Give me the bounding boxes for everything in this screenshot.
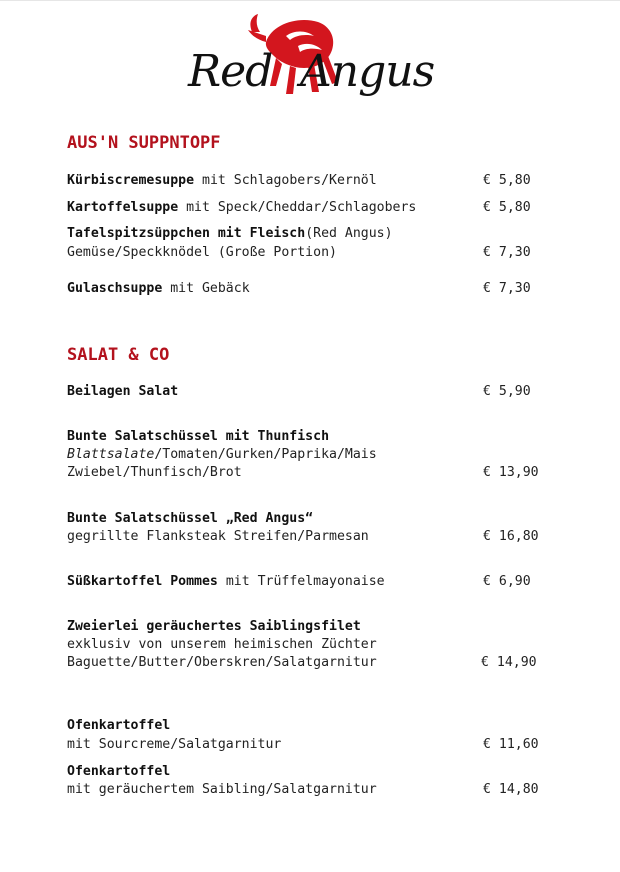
item-price: € 7,30 (483, 281, 531, 296)
item-desc: mit Sourcreme/Salatgarnitur (67, 737, 282, 752)
item-name: Beilagen Salat (67, 384, 179, 399)
menu-item-ofenkartoffel-sourcreme (67, 718, 170, 734)
menu-item-suesskartoffel-pommes (67, 574, 385, 590)
page-top-border (0, 0, 620, 1)
item-desc-italic: Blattsalate (67, 447, 155, 462)
item-desc (67, 447, 377, 463)
section-title-soups: AUS'N SUPPNTOPF (67, 133, 221, 153)
item-name: Ofenkartoffel (67, 764, 171, 779)
item-desc: (Red Angus) (305, 226, 393, 241)
item-desc-rest: /Tomaten/Gurken/Paprika/Mais (154, 447, 377, 462)
menu-item-tafelspitzsueppchen (67, 226, 393, 242)
item-name: Bunte Salatschüssel „Red Angus“ (67, 511, 314, 526)
item-price: € 6,90 (483, 574, 531, 589)
item-name: Bunte Salatschüssel mit Thunfisch (67, 429, 330, 444)
menu-item-saiblingsfilet (67, 619, 361, 635)
item-desc-line2: Zwiebel/Thunfisch/Brot (67, 465, 242, 480)
item-name: Tafelspitzsüppchen mit Fleisch (67, 226, 306, 241)
item-price: € 13,90 (483, 465, 539, 480)
section-title-salads: SALAT & CO (67, 345, 170, 365)
item-desc: mit geräuchertem Saibling/Salatgarnitur (67, 782, 377, 797)
item-desc-line2: Gemüse/Speckknödel (Große Portion) (67, 245, 337, 260)
logo-text-angus: Angus (300, 46, 435, 97)
item-desc: exklusiv von unserem heimischen Züchter (67, 637, 377, 652)
item-price: € 14,90 (481, 655, 537, 670)
item-price: € 16,80 (483, 529, 539, 544)
item-name: Zweierlei geräuchertes Saiblingsfilet (67, 619, 361, 634)
menu-item-beilagen-salat (67, 384, 178, 400)
item-price: € 5,90 (483, 384, 531, 399)
item-price: € 14,80 (483, 782, 539, 797)
menu-item-gulaschsuppe (67, 281, 250, 297)
menu-item-salatschuessel-thunfisch (67, 429, 329, 445)
item-desc: mit Speck/Cheddar/Schlagobers (186, 200, 417, 215)
item-price: € 5,80 (483, 173, 531, 188)
item-name: Ofenkartoffel (67, 718, 171, 733)
menu-item-kartoffelsuppe (67, 200, 416, 216)
item-desc: gegrillte Flanksteak Streifen/Parmesan (67, 529, 369, 544)
menu-item-kuerbiscremesuppe (67, 173, 377, 189)
red-angus-logo (188, 12, 435, 104)
item-price: € 5,80 (483, 200, 531, 215)
item-desc-line2: Baguette/Butter/Oberskren/Salatgarnitur (67, 655, 377, 670)
item-name: Kartoffelsuppe (67, 200, 179, 215)
item-desc: mit Trüffelmayonaise (225, 574, 385, 589)
logo-wordmark (188, 46, 435, 97)
item-price: € 7,30 (483, 245, 531, 260)
item-name: Kürbiscremesuppe (67, 173, 195, 188)
item-price: € 11,60 (483, 737, 539, 752)
menu-item-salatschuessel-red-angus (67, 511, 313, 527)
logo-text-red: Red (188, 46, 273, 97)
item-name: Gulaschsuppe (67, 281, 163, 296)
item-desc: mit Schlagobers/Kernöl (202, 173, 377, 188)
item-desc: mit Gebäck (170, 281, 250, 296)
item-name: Süßkartoffel Pommes (67, 574, 218, 589)
menu-item-ofenkartoffel-saibling (67, 764, 170, 780)
